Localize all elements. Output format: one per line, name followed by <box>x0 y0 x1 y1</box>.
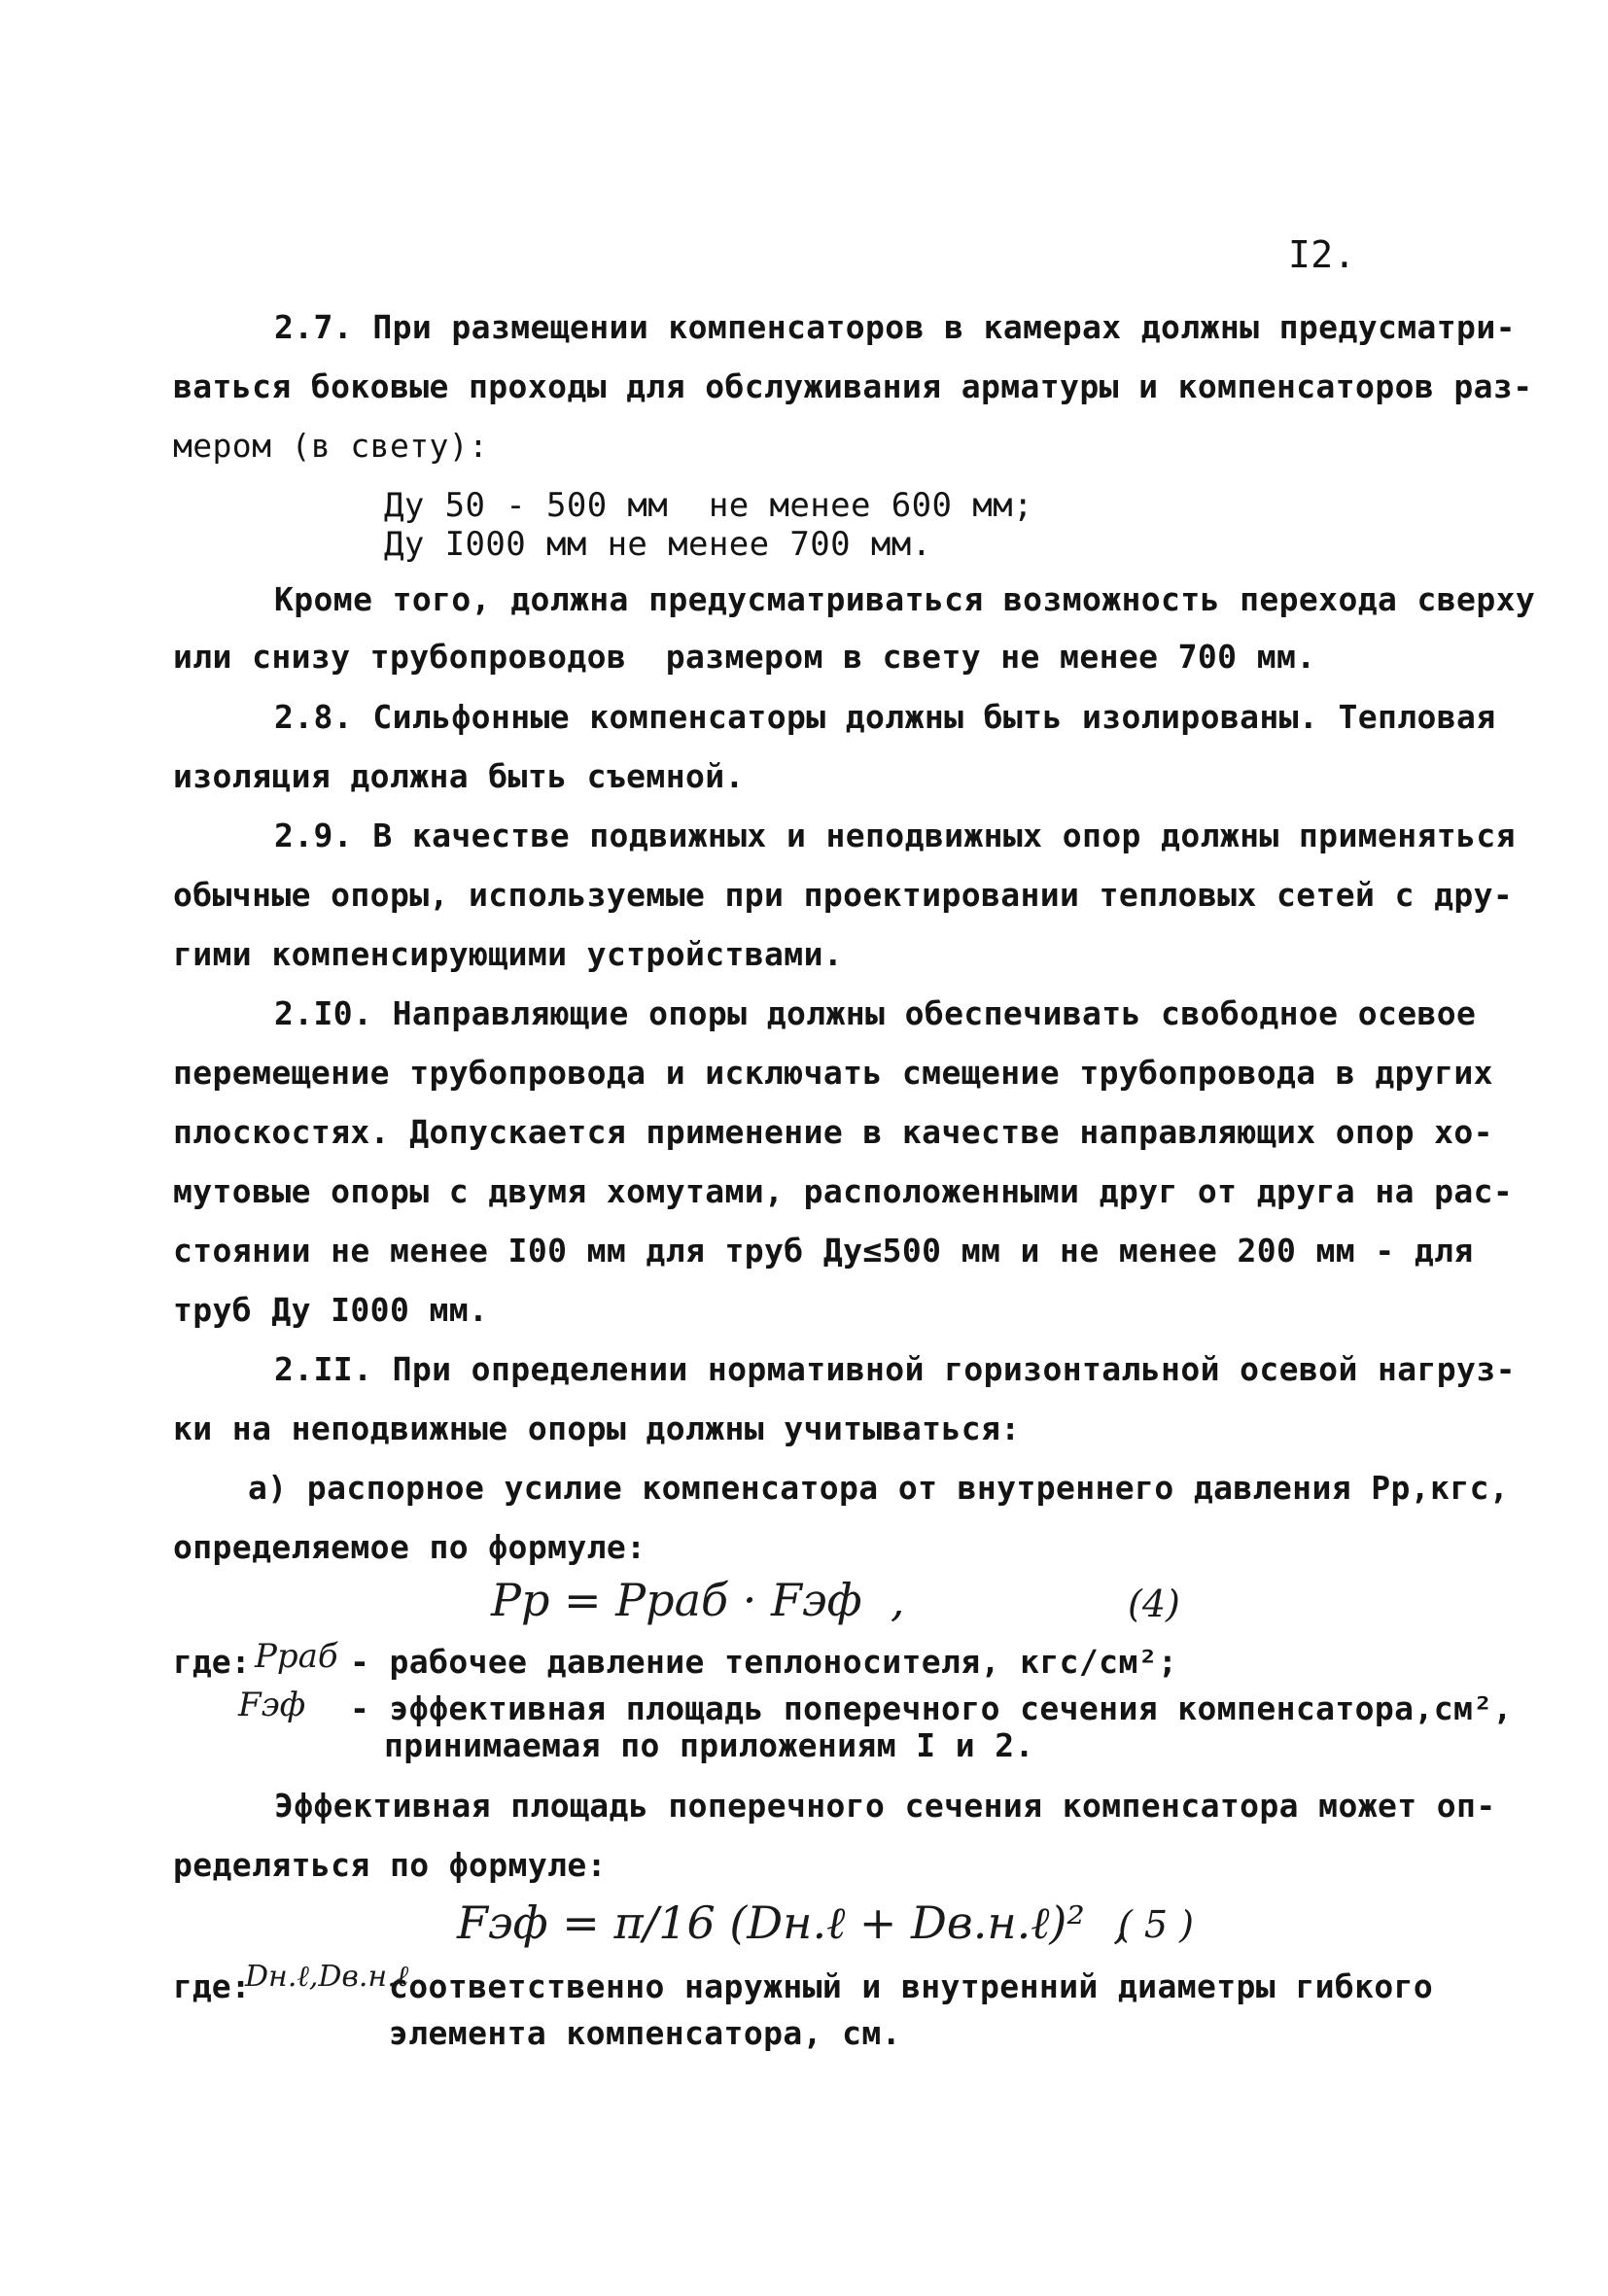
s210-line-5: стоянии не менее I00 мм для труб Ду≤500 мм и не менее 200 мм - для <box>173 1232 1474 1270</box>
s29-line-2: обычные опоры, используемые при проектировании тепловых сетей с дру- <box>173 876 1514 914</box>
s27-line-1: 2.7. При размещении компенсаторов в камерах должны предусматри- <box>274 308 1516 346</box>
s29-line-3: гими компенсирующими устройствами. <box>173 935 844 973</box>
where-4-definition-1: - рабочее давление теплоносителя, кгс/см²; <box>350 1643 1178 1681</box>
where-4-symbol-1: Pраб <box>255 1637 338 1676</box>
s28-line-2: изоляция должна быть съемной. <box>173 757 745 795</box>
s27-line-6: Кроме того, должна предусматриваться возможность перехода сверху <box>274 580 1536 618</box>
where-4-label: где: <box>173 1643 251 1681</box>
area-para-line-2: ределяться по формуле: <box>173 1846 607 1884</box>
where-5-symbols: Dн.ℓ,Dв.н.ℓ <box>245 1960 409 1994</box>
s27-line-7: или снизу трубопроводов размером в свету не менее 700 мм. <box>173 638 1316 676</box>
area-para-line-1: Эффективная площадь поперечного сечения компенсатора может оп- <box>274 1787 1496 1825</box>
s27-line-2: ваться боковые проходы для обслуживания арматуры и компенсаторов раз- <box>173 367 1533 405</box>
where-5-definition-1: соответственно наружный и внутренний диаметры гибкого <box>389 1967 1434 2005</box>
page-number: I2. <box>1288 233 1356 276</box>
where-5-label: где: <box>173 1967 251 2005</box>
formula-4: Pр = Pраб · Fэф , <box>491 1574 905 1626</box>
s210-line-6: труб Ду I000 мм. <box>173 1291 489 1329</box>
s29-line-1: 2.9. В качестве подвижных и неподвижных опор должны применяться <box>274 817 1516 854</box>
where-5-definition-2: элемента компенсатора, см. <box>389 2014 901 2052</box>
s28-line-1: 2.8. Сильфонные компенсаторы должны быть изолированы. Тепловая <box>274 698 1496 736</box>
where-4-definition-2a: - эффективная площадь поперечного сечения компенсатора,см², <box>350 1689 1513 1727</box>
s27-line-4: Ду 50 - 500 мм не менее 600 мм; <box>384 486 1033 525</box>
s211-line-1: 2.II. При определении нормативной горизонтальной осевой нагруз- <box>274 1350 1516 1388</box>
s27-line-5: Ду I000 мм не менее 700 мм. <box>384 525 932 564</box>
s27-line-3: мером (в свету): <box>173 427 489 465</box>
s211-line-3: а) распорное усилие компенсатора от внутреннего давления Pр,кгс, <box>248 1469 1510 1507</box>
s210-line-1: 2.I0. Направляющие опоры должны обеспечивать свободное осевое <box>274 994 1477 1032</box>
s210-line-4: мутовые опоры с двумя хомутами, расположенными друг от друга на рас- <box>173 1172 1514 1210</box>
s210-line-3: плоскостях. Допускается применение в качестве направляющих опор хо- <box>173 1113 1493 1151</box>
formula-4-number: (4) <box>1128 1583 1180 1625</box>
formula-5-number: ( 5 ) <box>1118 1903 1194 1946</box>
where-4-definition-2b: принимаемая по приложениям I и 2. <box>384 1726 1034 1764</box>
where-4-symbol-2: Fэф <box>238 1686 306 1724</box>
formula-5: Fэф = π/16 (Dн.ℓ + Dв.н.ℓ)² , <box>457 1896 1128 1949</box>
s211-line-4: определяемое по формуле: <box>173 1528 647 1566</box>
s210-line-2: перемещение трубопровода и исключать смещение трубопровода в других <box>173 1054 1493 1092</box>
s211-line-2: ки на неподвижные опоры должны учитываться: <box>173 1409 1021 1447</box>
